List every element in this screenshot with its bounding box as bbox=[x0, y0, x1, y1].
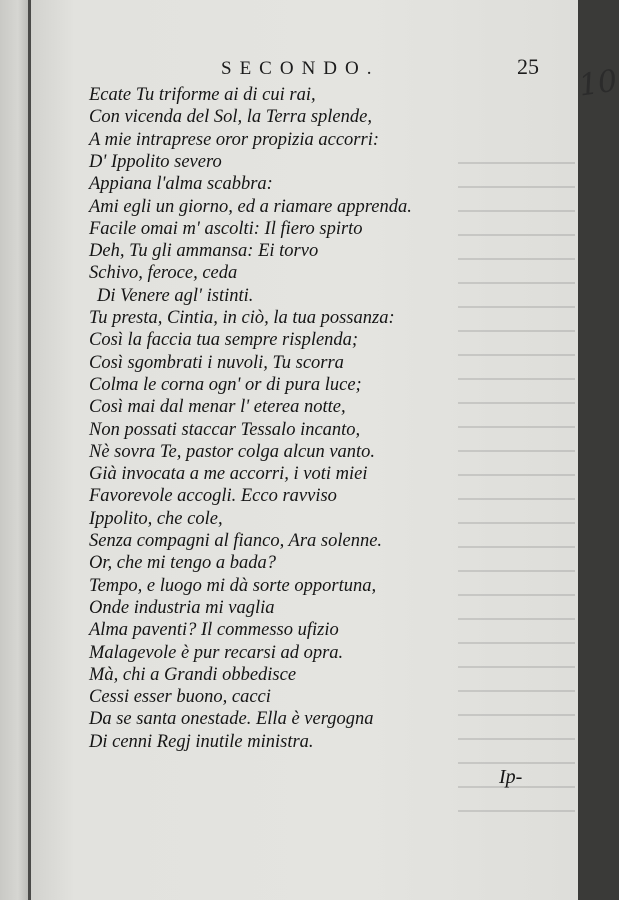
catchword: Ip- bbox=[499, 766, 523, 788]
verse-line: Facile omai m' ascolti: Il fiero spirto bbox=[89, 218, 363, 239]
verse-line: Tempo, e luogo mi dà sorte opportuna, bbox=[89, 575, 377, 596]
book-page bbox=[31, 0, 619, 900]
verse-line: Già invocata a me accorri, i voti miei bbox=[89, 464, 368, 485]
verse-line: Alma paventi? Il commesso ufizio bbox=[89, 620, 339, 641]
verse-line: D' Ippolito severo bbox=[89, 151, 222, 172]
page-number: 25 bbox=[517, 54, 539, 79]
verse-line: Con vicenda del Sol, la Terra splende, bbox=[89, 107, 372, 128]
verse-line: Or, che mi tengo a bada? bbox=[89, 553, 277, 574]
verse-line: Malagevole è pur recarsi ad opra. bbox=[89, 642, 344, 663]
handwritten-margin-note: 10 bbox=[576, 63, 619, 104]
running-head: SECONDO. bbox=[221, 58, 380, 79]
verse-line: A mie intraprese oror propizia accorri: bbox=[89, 129, 379, 150]
verse-line: Così sgombrati i nuvoli, Tu scorra bbox=[89, 352, 344, 373]
verse-line: Di cenni Regj inutile ministra. bbox=[89, 731, 314, 752]
verse-line: Schivo, feroce, ceda bbox=[89, 263, 238, 284]
facing-page-edge bbox=[0, 0, 30, 900]
verse-line: Ecate Tu triforme ai di cui rai, bbox=[89, 85, 316, 105]
verse-line: Non possati staccar Tessalo incanto, bbox=[89, 419, 361, 440]
verse-line: Deh, Tu gli ammansa: Ei torvo bbox=[89, 241, 319, 262]
verse-line: Appiana l'alma scabbra: bbox=[89, 174, 273, 195]
verse-line: Favorevole accogli. Ecco ravviso bbox=[89, 486, 337, 507]
verse-line: Colma le corna ogn' or di pura luce; bbox=[89, 374, 362, 395]
verse-line: Nè sovra Te, pastor colga alcun vanto. bbox=[89, 441, 376, 462]
verse-line: Ami egli un giorno, ed a riamare apprenda. bbox=[89, 196, 412, 217]
verse-line: Senza compagni al fianco, Ara solenne. bbox=[89, 531, 383, 551]
verse-line: Tu presta, Cintia, in ciò, la tua possanza: bbox=[89, 308, 395, 328]
verse-line: Così mai dal menar l' eterea notte, bbox=[89, 397, 346, 418]
verse-line: Da se santa onestade. Ella è vergogna bbox=[89, 709, 374, 730]
verse-line: Mà, chi a Grandi obbedisce bbox=[89, 664, 297, 685]
verse-line: Di Venere agl' istinti. bbox=[97, 285, 254, 306]
verse-line: Ippolito, che cole, bbox=[89, 508, 223, 529]
verse-line: Cessi esser buono, cacci bbox=[89, 687, 271, 708]
verse-line: Onde industria mi vaglia bbox=[89, 597, 275, 618]
verse-line: Così la faccia tua sempre risplenda; bbox=[89, 330, 359, 351]
show-through-text bbox=[448, 140, 578, 800]
